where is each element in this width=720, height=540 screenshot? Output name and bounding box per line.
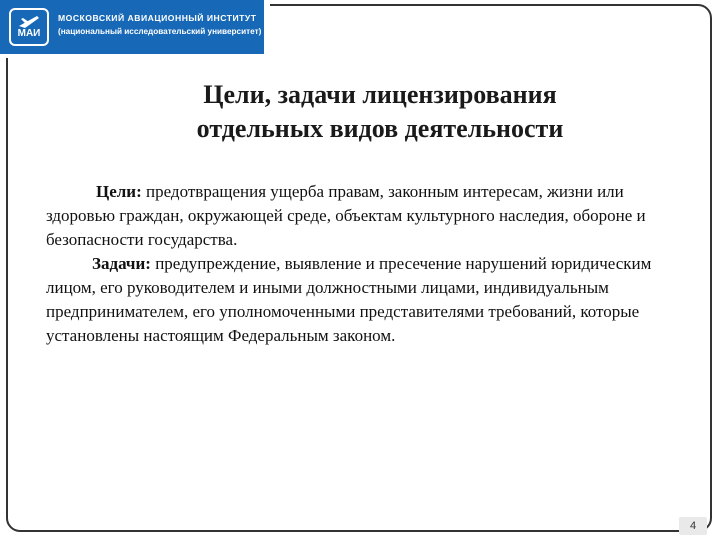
slide-body [46, 180, 696, 348]
tasks-paragraph [46, 252, 696, 348]
goals-text: предотвращения ущерба правам, законным интересам, жизни или здоровью граждан, окружающей среде, объектам культурного наследия, обороне и безопасности государства. [46, 182, 646, 249]
title-line-2: отдельных видов деятельности [196, 114, 564, 143]
goals-label: Цели: [96, 182, 142, 201]
institute-logo [9, 8, 49, 46]
tasks-text: предупреждение, выявление и пресечение нарушений юридическим лицом, его руководителем и иными должностными лицами, индивидуальным предпринимателем, его уполномоченными представителями требований, которые установлены настоящим Федеральным законом. [46, 254, 652, 345]
goals-paragraph [46, 180, 696, 252]
tasks-label: Задачи: [92, 254, 151, 273]
institute-name: МОСКОВСКИЙ АВИАЦИОННЫЙ ИНСТИТУТ [58, 13, 257, 23]
page-number: 4 [679, 517, 707, 535]
slide-title [120, 78, 640, 146]
logo-text: МАИ [17, 28, 41, 39]
title-line-1: Цели, задачи лицензирования [203, 80, 557, 109]
header-banner [0, 0, 264, 54]
institute-subtitle: (национальный исследовательский университет) [58, 27, 262, 36]
